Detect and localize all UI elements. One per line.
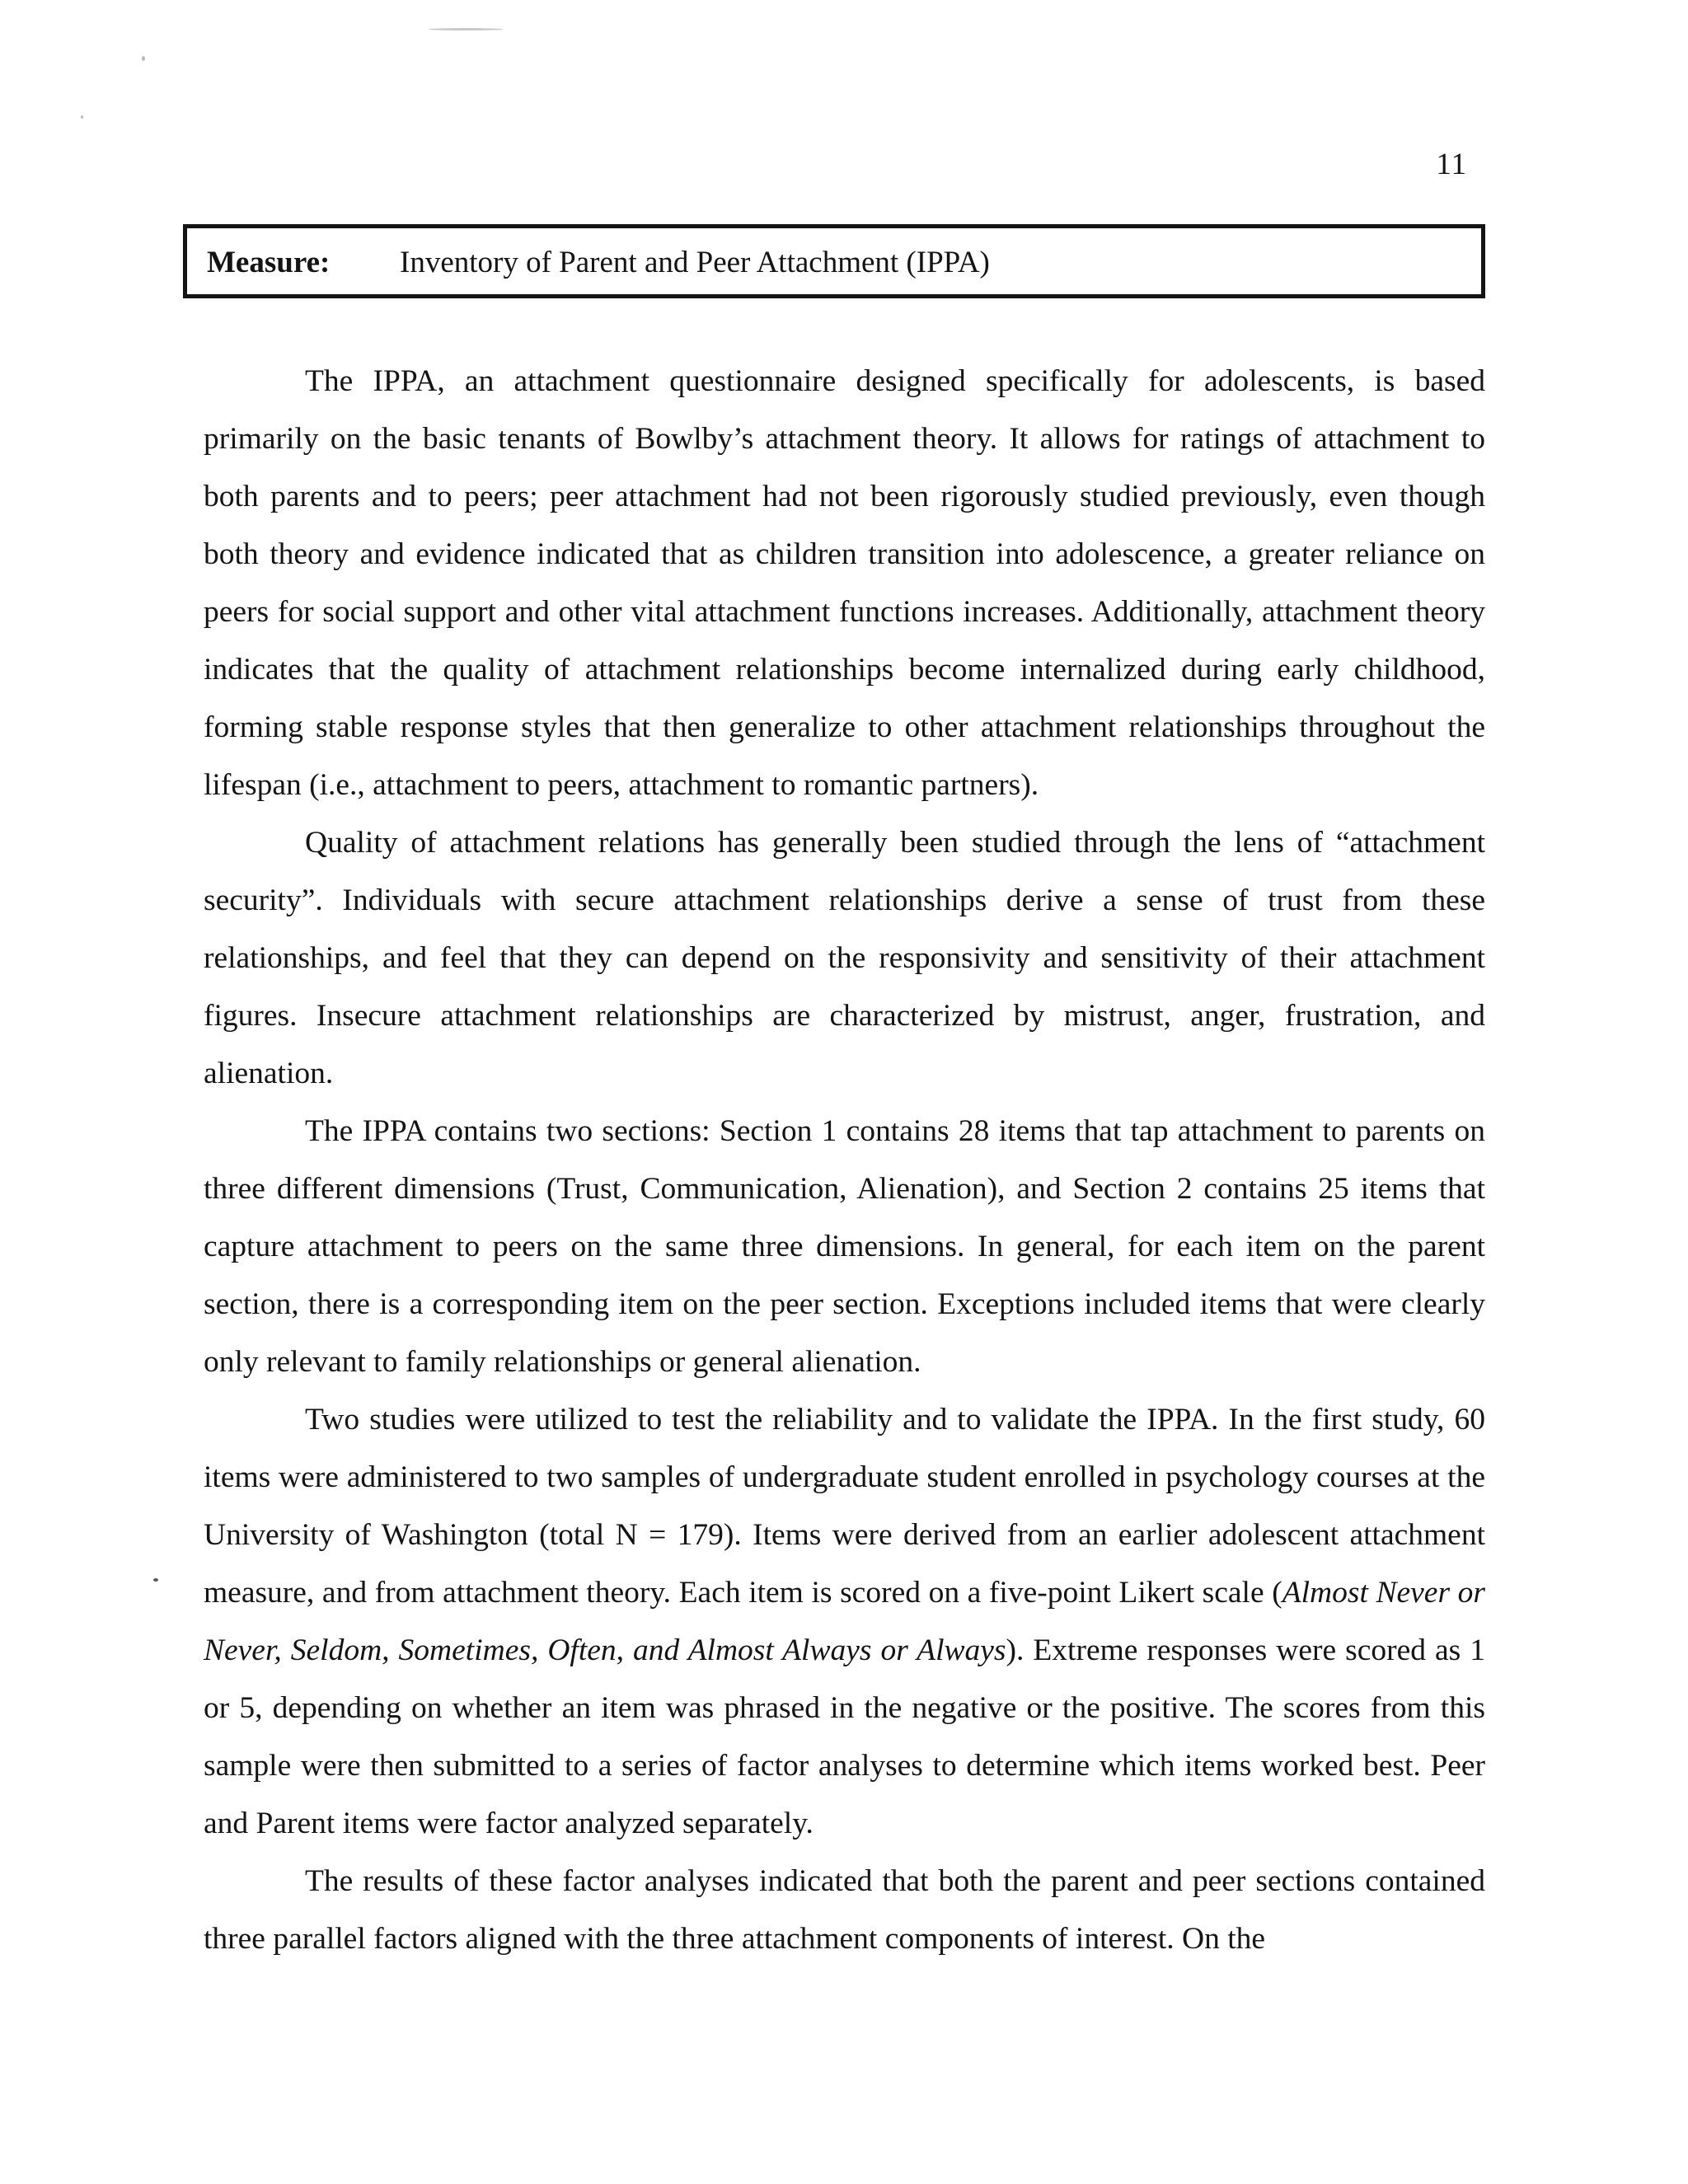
scan-mark	[429, 28, 503, 30]
page-number: 11	[1436, 148, 1467, 181]
paragraph-3: The IPPA contains two sections: Section 1 contains 28 items that tap attachment to parents on three different dimensions (Trust, Communication, Alienation), and Section 2 contains 25 items that capture attachment to peers on the same three dimensions. In general, for each item on the parent section, there is a corresponding item on the peer section. Exceptions included items that were clearly only relevant to family relationships or general alienation.	[204, 1114, 1485, 1379]
paragraph-2: Quality of attachment relations has generally been studied through the lens of “attachment security”. Individuals with secure attachment relationships derive a sense of trust from these relationships, and feel that they can depend on the responsivity and sensitivity of their attachment figures. Insecure attachment relationships are characterized by mistrust, anger, frustration, and alienation.	[204, 826, 1485, 1090]
likert-scale-options: Almost Never or Never, Seldom, Sometimes, Often, and Almost Always or Always	[204, 1576, 1485, 1667]
scan-mark	[153, 1578, 158, 1582]
measure-title: Inventory of Parent and Peer Attachment (IPPA)	[400, 246, 990, 279]
paragraph-4	[204, 1391, 1485, 1853]
body-text	[204, 353, 1485, 1968]
scan-mark	[81, 115, 83, 119]
paragraph-1: The IPPA, an attachment questionnaire designed specifically for adolescents, is based primarily on the basic tenants of Bowlby’s attachment theory. It allows for ratings of attachment to both parents and to peers; peer attachment had not been rigorously studied previously, even though both theory and evidence indicated that as children transition into adolescence, a greater reliance on peers for social support and other vital attachment functions increases. Additionally, attachment theory indicates that the quality of attachment relationships become internalized during early childhood, forming stable response styles that then generalize to other attachment relationships throughout the lifespan (i.e., attachment to peers, attachment to romantic partners).	[204, 364, 1485, 802]
paragraph-4-text-end: ). Extreme responses were scored as 1 or 5, depending on whether an item was phrased in the negative or the positive. The scores from this sample were then submitted to a series of factor analyses to determine which items worked best. Peer and Parent items were factor analyzed separately.	[204, 1633, 1486, 1840]
paragraph-4-text-start: Two studies were utilized to test the reliability and to validate the IPPA. In the first study, 60 items were administered to two samples of undergraduate student enrolled in psychology courses at the University of Washington (total N = 179). Items were derived from an earlier adolescent attachment measure, and from attachment theory. Each item is scored on a five-point Likert scale (	[204, 1403, 1485, 1610]
paragraph-5: The results of these factor analyses indicated that both the parent and peer sections contained three parallel factors aligned with the three attachment components of interest. On the	[204, 1864, 1485, 1956]
scan-mark	[142, 56, 145, 61]
measure-header-box	[183, 224, 1485, 298]
measure-label: Measure:	[207, 246, 331, 279]
